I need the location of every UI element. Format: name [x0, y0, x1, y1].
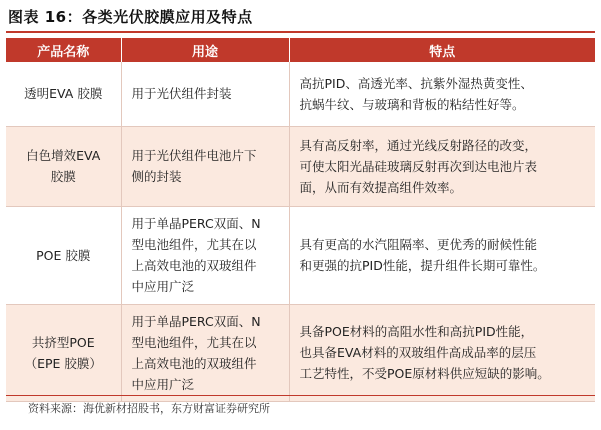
table-row — [6, 304, 595, 401]
feature-text: 也具备EVA材料的双玻组件高成品率的层压 — [299, 345, 537, 360]
use-text: 上高效电池的双玻组件 — [131, 355, 257, 371]
table-bottom-divider — [6, 395, 595, 396]
feature-text: 具有高反射率，通过光线反射路径的改变， — [299, 137, 538, 153]
feature-text: 具备POE材料的高阻水性和高抗PID性能， — [299, 324, 534, 339]
feature-text: 具有更高的水汽阻隔率、更优秀的耐候性能 — [299, 237, 538, 252]
product-name-cell — [6, 126, 121, 206]
use-text: 型电池组件，尤其在以 — [131, 334, 257, 350]
use-text: 上高效电池的双玻组件 — [131, 258, 257, 273]
header-use: 用途 — [121, 38, 289, 62]
feature-cell — [289, 206, 595, 304]
use-text: 用于光伏组件封装 — [131, 86, 232, 102]
source-note: 资料来源：海优新材招股书，东方财富证券研究所 — [28, 402, 270, 415]
product-name: 共挤型POE — [31, 334, 95, 350]
use-text: 中应用广泛 — [131, 279, 195, 294]
use-text: 侧的封装 — [131, 169, 182, 184]
product-name: 白色增效EVA — [26, 148, 101, 163]
product-name: 透明EVA 胶膜 — [24, 86, 103, 102]
use-cell — [121, 304, 289, 401]
header-product-name: 产品名称 — [6, 38, 121, 62]
feature-cell — [289, 62, 595, 126]
figure-title: 图表 16：各类光伏胶膜应用及特点 — [8, 8, 253, 26]
use-text: 用于光伏组件电池片下 — [131, 148, 257, 163]
header-feature: 特点 — [289, 38, 595, 62]
use-cell — [121, 62, 289, 126]
use-text: 用于单晶PERC双面、N — [131, 313, 261, 329]
feature-text: 工艺特性，不受POE原材料供应短缺的影响。 — [299, 366, 550, 381]
feature-text: 和更强的抗PID性能，提升组件长期可靠性。 — [299, 258, 546, 273]
table-row — [6, 62, 595, 126]
use-cell — [121, 206, 289, 304]
product-name-cell — [6, 206, 121, 304]
product-name: （EPE 胶膜） — [24, 355, 102, 371]
feature-text: 抗蜗牛纹、与玻璃和背板的粘结性好等。 — [299, 96, 525, 112]
use-cell — [121, 126, 289, 206]
use-text: 用于单晶PERC双面、N — [131, 216, 261, 231]
product-name: POE 胶膜 — [36, 247, 91, 263]
table-header-row — [6, 38, 595, 62]
use-text: 型电池组件，尤其在以 — [131, 237, 257, 252]
table-row — [6, 206, 595, 304]
feature-text: 面，从而有效提高组件效率。 — [299, 179, 463, 195]
title-divider — [6, 31, 595, 33]
feature-text: 高抗PID、高透光率、抗紫外湿热黄变性、 — [299, 75, 533, 91]
feature-text: 可使太阳光晶硅玻璃反射再次到达电池片表 — [299, 158, 538, 174]
product-name-cell — [6, 62, 121, 126]
product-name-cell — [6, 304, 121, 401]
table-row — [6, 126, 595, 206]
product-name: 胶膜 — [50, 169, 76, 184]
feature-cell — [289, 304, 595, 401]
glue-film-table — [6, 38, 595, 402]
feature-cell — [289, 126, 595, 206]
use-text: 中应用广泛 — [131, 376, 195, 392]
